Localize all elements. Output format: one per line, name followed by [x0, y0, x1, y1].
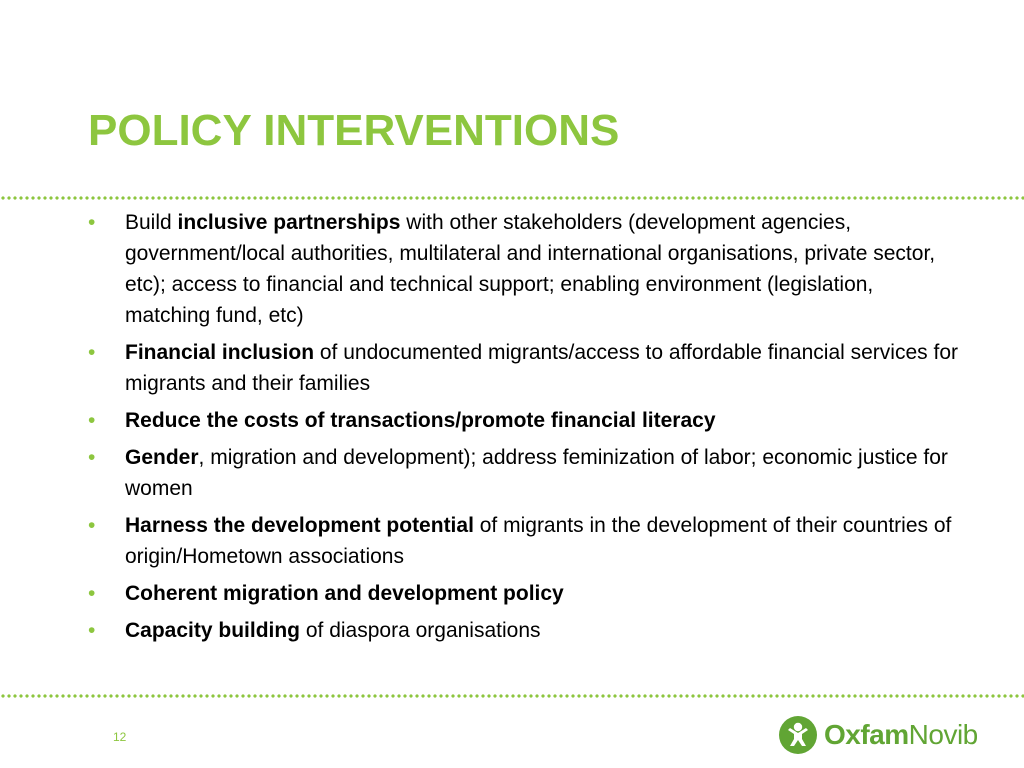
bullet-emphasis: Coherent migration and development policy — [125, 582, 564, 605]
logo-name-regular: Novib — [908, 719, 978, 750]
oxfam-person-logo-icon — [778, 715, 818, 755]
bottom-dotted-divider — [0, 694, 1024, 698]
top-dotted-divider — [0, 196, 1024, 200]
bullet-icon: • — [88, 446, 96, 469]
list-item — [88, 337, 958, 399]
list-item — [88, 442, 958, 504]
bullet-list — [88, 207, 958, 652]
bullet-icon: • — [88, 409, 96, 432]
slide-title: POLICY INTERVENTIONS — [88, 106, 620, 155]
bullet-emphasis: Financial inclusion — [125, 341, 315, 364]
bullet-icon: • — [88, 341, 96, 364]
bullet-icon: • — [88, 582, 96, 605]
bullet-text — [125, 409, 716, 432]
bullet-text: Harness the development potential of migrants in the development of their countries of origin/Hometown associations — [125, 514, 952, 568]
bullet-icon: • — [88, 619, 96, 642]
bullet-text: Gender, migration and development); address feminization of labor; economic justice for women — [125, 446, 948, 500]
logo-name-bold: Oxfam — [824, 719, 909, 750]
list-item — [88, 578, 958, 609]
bullet-emphasis: Harness the development potential — [125, 514, 474, 537]
page-number: 12 — [113, 730, 127, 744]
list-item — [88, 510, 958, 572]
list-item — [88, 405, 958, 436]
logo-wordmark — [824, 719, 978, 751]
bullet-icon: • — [88, 211, 96, 234]
bullet-text: Capacity building of diaspora organisations — [125, 619, 541, 642]
bullet-text: Financial inclusion of undocumented migrants/access to affordable financial services for migrants and their families — [125, 341, 958, 395]
oxfam-novib-logo — [778, 713, 978, 757]
bullet-emphasis: Capacity building — [125, 619, 301, 642]
bullet-text — [125, 582, 564, 605]
bullet-text: Build inclusive partnerships with other stakeholders (development agencies, government/local authorities, multilateral and international organisations, private sector, etc); access to financial and technical support; enabling environment (legislation, matching fund, etc) — [125, 211, 936, 327]
bullet-emphasis: Gender — [125, 446, 199, 469]
list-item — [88, 615, 958, 646]
bullet-icon: • — [88, 514, 96, 537]
bullet-emphasis: inclusive partnerships — [177, 211, 401, 234]
bullet-emphasis: Reduce the costs of transactions/promote financial literacy — [125, 409, 716, 432]
list-item — [88, 207, 958, 331]
